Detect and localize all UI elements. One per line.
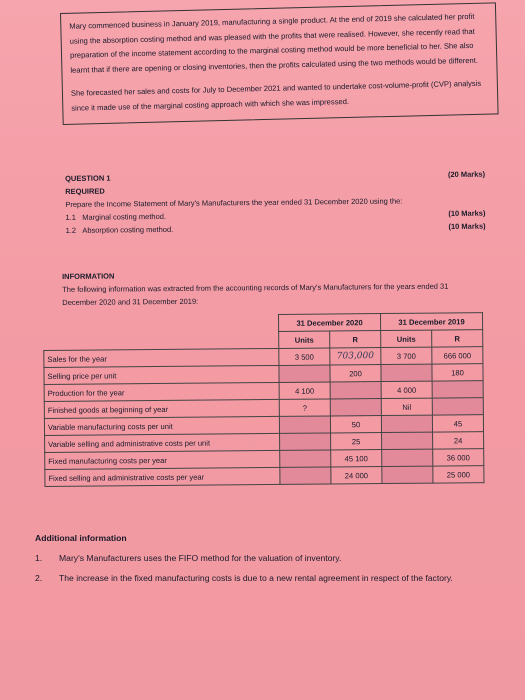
row-label: Production for the year	[44, 382, 279, 401]
list-item-number: 2.	[35, 573, 43, 583]
additional-list	[35, 548, 453, 588]
row-label: Sales for the year	[44, 348, 279, 367]
table-corner	[44, 314, 279, 333]
subhead: R	[432, 330, 483, 347]
item-text: Absorption costing method.	[82, 224, 174, 235]
subhead: Units	[381, 330, 432, 347]
cell-rand-2019	[432, 398, 483, 415]
cell-units-2020	[280, 450, 331, 467]
cell-rand-2019: 45	[432, 415, 483, 432]
accounting-table	[43, 312, 484, 487]
intro-paragraph-2: She forecasted her sales and costs for July to December 2021 and wanted to undertake cost-volume-profit (CVP) analysis since it made use of the marginal costing approach with which she was impressed.	[70, 78, 482, 113]
intro-box	[60, 2, 499, 125]
table-corner	[44, 331, 279, 350]
row-label: Fixed selling and administrative costs per year	[45, 467, 280, 486]
cell-rand-2019: 25 000	[433, 466, 484, 483]
cell-units-2019: 3 700	[381, 347, 432, 364]
year-header: 31 December 2019	[380, 313, 482, 331]
item-number: 1.1	[65, 212, 76, 222]
list-item-text: The increase in the fixed manufacturing costs is due to a new rental agreement in respect of the factory.	[59, 573, 453, 583]
information-text: The following information was extracted from the accounting records of Mary's Manufacturers for the years ended 31 December 2020 and 31 December 2019:	[62, 281, 449, 307]
list-item	[35, 548, 453, 568]
cell-units-2019	[381, 364, 432, 381]
cell-rand-2020-handwritten: 703,000	[330, 348, 381, 365]
cell-rand-2019: 36 000	[433, 449, 484, 466]
cell-rand-2020: 45 100	[331, 450, 382, 467]
cell-units-2019: 4 000	[381, 381, 432, 398]
year-header: 31 December 2020	[278, 314, 380, 332]
table-row	[45, 466, 484, 487]
cell-units-2020	[279, 365, 330, 382]
required-heading: REQUIRED	[65, 186, 105, 196]
cell-units-2020	[280, 433, 331, 450]
question-block	[65, 168, 486, 237]
cell-rand-2019: 180	[432, 364, 483, 381]
question-marks: (20 Marks)	[447, 169, 486, 179]
item-text: Marginal costing method.	[82, 211, 167, 222]
cell-rand-2020	[330, 399, 381, 416]
row-label: Finished goods at beginning of year	[44, 399, 279, 418]
intro-paragraph-1: Mary commenced business in January 2019, manufacturing a single product. At the end of 2019 she calculated her profit using the absorption costing method and was pleased with the profits that were realised. However, she recently read that preparation of the income statement according to the marginal costing method would be more beneficial to her. She also learnt that if there are opening or closing inventories, then the profits calculated using the two methods would be different.	[69, 11, 479, 75]
cell-rand-2019	[432, 381, 483, 398]
information-heading: INFORMATION	[62, 271, 115, 281]
item-marks: (10 Marks)	[448, 208, 486, 218]
information-block	[62, 266, 482, 309]
item-marks: (10 Marks)	[448, 221, 486, 231]
subhead: Units	[279, 331, 330, 348]
cell-units-2020: ?	[279, 399, 330, 416]
row-label: Variable manufacturing costs per unit	[44, 416, 279, 435]
cell-rand-2019: 24	[433, 432, 484, 449]
question-instruction: Prepare the Income Statement of Mary's Manufacturers the year ended 31 December 2020 using the:	[65, 196, 403, 209]
cell-rand-2020	[330, 382, 381, 399]
cell-units-2019: Nil	[381, 398, 432, 415]
additional-heading: Additional information	[35, 533, 127, 543]
list-item-text: Mary's Manufacturers uses the FIFO method for the valuation of inventory.	[59, 553, 342, 563]
row-label: Selling price per unit	[44, 365, 279, 384]
cell-units-2019	[382, 432, 433, 449]
row-label: Variable selling and administrative costs per unit	[45, 433, 280, 452]
cell-units-2020	[280, 467, 331, 484]
cell-units-2019	[382, 466, 433, 483]
cell-rand-2020: 50	[330, 416, 381, 433]
cell-units-2020	[279, 416, 330, 433]
list-item-number: 1.	[35, 553, 43, 563]
question-title: QUESTION 1	[65, 173, 111, 183]
item-number: 1.2	[65, 225, 77, 235]
cell-rand-2019: 666 000	[432, 347, 483, 364]
list-item	[35, 568, 453, 588]
cell-rand-2020: 200	[330, 365, 381, 382]
cell-units-2020: 4 100	[279, 382, 330, 399]
cell-units-2019	[382, 449, 433, 466]
cell-units-2020: 3 500	[279, 348, 330, 365]
cell-units-2019	[381, 415, 432, 432]
subhead: R	[330, 331, 381, 348]
additional-information	[35, 528, 453, 588]
cell-rand-2020: 25	[331, 433, 382, 450]
cell-rand-2020: 24 000	[331, 467, 382, 484]
row-label: Fixed manufacturing costs per year	[45, 450, 280, 469]
